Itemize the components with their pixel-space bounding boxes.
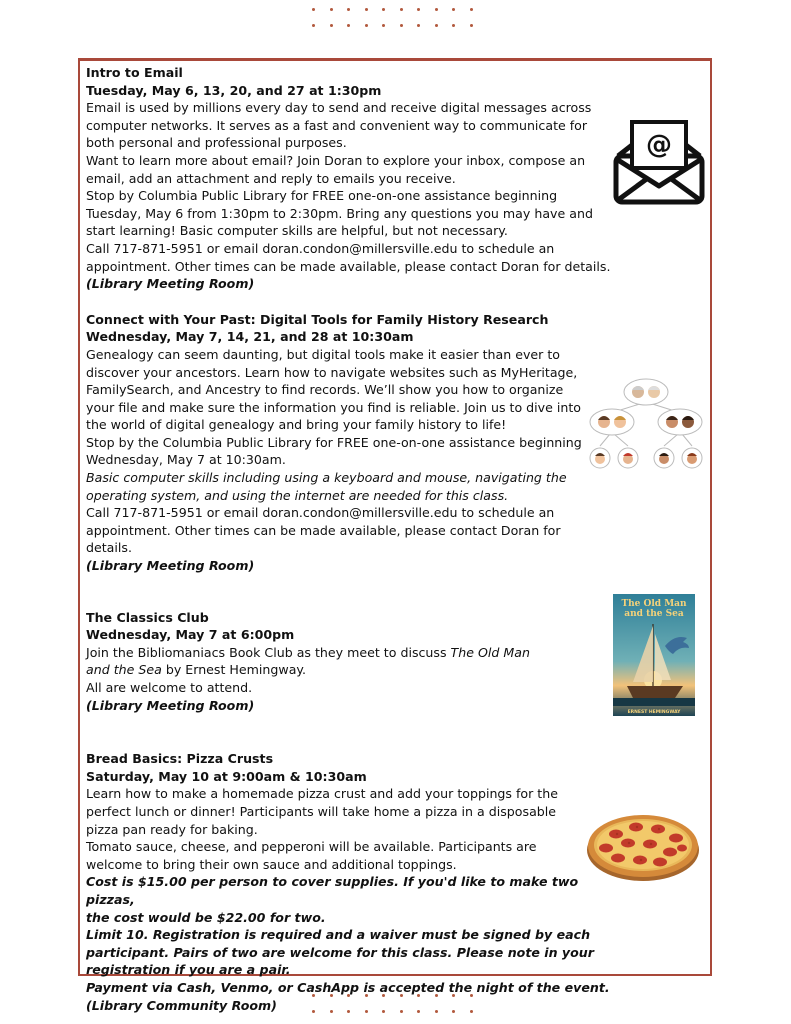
family-tree-icon bbox=[588, 378, 706, 472]
decorative-dot bbox=[452, 24, 455, 27]
svg-text:@: @ bbox=[646, 130, 672, 160]
decorative-dot bbox=[365, 24, 368, 27]
event-line: Learn how to make a homemade pizza crust and add your toppings for the bbox=[86, 786, 558, 802]
book-title-text: The Old Man bbox=[450, 644, 530, 660]
envelope-at-icon bbox=[612, 116, 706, 206]
book-title-text: and the Sea bbox=[86, 662, 162, 678]
event-line: details. bbox=[86, 540, 132, 556]
decorative-dot bbox=[470, 24, 473, 27]
event-line: pizza pan ready for baking. bbox=[86, 821, 258, 837]
event-line: Tuesday, May 6 from 1:30pm to 2:30pm. Bring any questions you may have and bbox=[86, 205, 593, 221]
decorative-dot bbox=[400, 24, 403, 27]
book-cover-title: The Old Man bbox=[621, 599, 687, 609]
event-datetime: Wednesday, May 7 at 6:00pm bbox=[86, 627, 295, 643]
event-line: Tomato sauce, cheese, and pepperoni will be available. Participants are bbox=[86, 839, 537, 855]
decorative-dot bbox=[347, 24, 350, 27]
decorative-dot bbox=[347, 8, 350, 11]
event-line: Call 717-871-5951 or email doran.condon@millersville.edu to schedule an bbox=[86, 505, 555, 521]
event-requirements-line: Basic computer skills including using a keyboard and mouse, navigating the bbox=[86, 470, 567, 486]
decorative-dot bbox=[330, 24, 333, 27]
event-line: welcome to bring their own sauce and additional toppings. bbox=[86, 856, 457, 872]
event-title: The Classics Club bbox=[86, 609, 209, 625]
event-note: the cost would be $22.00 for two. bbox=[86, 909, 326, 925]
event-note: participant. Pairs of two are welcome for this class. Please note in your bbox=[86, 944, 594, 960]
event-note: registration if you are a pair. bbox=[86, 962, 291, 978]
event-line: FamilySearch, and Ancestry to find records. We’ll show you how to organize bbox=[86, 382, 564, 398]
decorative-dot bbox=[312, 24, 315, 27]
event-line: Want to learn more about email? Join Doran to explore your inbox, compose an bbox=[86, 152, 586, 168]
book-cover-title: and the Sea bbox=[624, 609, 684, 619]
decorative-dot bbox=[470, 8, 473, 11]
event-line bbox=[86, 644, 616, 662]
event-line: Wednesday, May 7 at 10:30am. bbox=[86, 452, 286, 468]
event-line: the world of digital genealogy and bring your family history to life! bbox=[86, 417, 507, 433]
decorative-dot bbox=[417, 8, 420, 11]
event-pizza-crusts bbox=[86, 750, 616, 1014]
event-line bbox=[86, 661, 616, 679]
event-line: perfect lunch or dinner! Participants will take home a pizza in a disposable bbox=[86, 803, 557, 819]
event-title: Connect with Your Past: Digital Tools for Family History Research bbox=[86, 311, 549, 327]
decorative-dot bbox=[382, 8, 385, 11]
book-cover-author: ERNEST HEMINGWAY bbox=[627, 710, 681, 715]
decorative-dot bbox=[382, 24, 385, 27]
event-datetime: Saturday, May 10 at 9:00am & 10:30am bbox=[86, 768, 367, 784]
decorative-dot bbox=[365, 8, 368, 11]
event-line: discover your ancestors. Learn how to navigate websites such as MyHeritage, bbox=[86, 364, 578, 380]
event-intro-to-email bbox=[86, 64, 616, 293]
event-classics-club bbox=[86, 609, 616, 715]
event-line: Call 717-871-5951 or email doran.condon@millersville.edu to schedule an bbox=[86, 240, 555, 256]
decorative-dot bbox=[435, 24, 438, 27]
decorative-dot bbox=[330, 8, 333, 11]
event-title: Bread Basics: Pizza Crusts bbox=[86, 751, 274, 767]
event-line: appointment. Other times can be made available, please contact Doran for details. bbox=[86, 258, 611, 274]
event-note: Limit 10. Registration is required and a waiver must be signed by each bbox=[86, 927, 591, 943]
event-list bbox=[86, 64, 616, 1014]
event-line: Stop by the Columbia Public Library for FREE one-on-one assistance beginning bbox=[86, 434, 582, 450]
event-line: appointment. Other times can be made available, please contact Doran for bbox=[86, 522, 561, 538]
event-location: (Library Meeting Room) bbox=[86, 558, 255, 574]
decorative-dot bbox=[452, 8, 455, 11]
event-line: Genealogy can seem daunting, but digital tools make it easier than ever to bbox=[86, 346, 560, 362]
event-family-history bbox=[86, 311, 616, 575]
pizza-image bbox=[586, 810, 700, 882]
decorative-dot bbox=[400, 8, 403, 11]
book-cover-image bbox=[613, 594, 695, 716]
event-line: Email is used by millions every day to send and receive digital messages across bbox=[86, 100, 592, 116]
event-location: (Library Meeting Room) bbox=[86, 276, 255, 292]
event-location: (Library Meeting Room) bbox=[86, 697, 255, 713]
decorative-dot bbox=[435, 8, 438, 11]
event-line: both personal and professional purposes. bbox=[86, 135, 347, 151]
event-note: Cost is $15.00 per person to cover supplies. If you'd like to make two pizzas, bbox=[86, 874, 579, 907]
event-text: by Ernest Hemingway. bbox=[161, 662, 307, 678]
event-line: start learning! Basic computer skills are helpful, but not necessary. bbox=[86, 223, 508, 239]
event-line: your file and make sure the information you find is reliable. Join us to dive into bbox=[86, 399, 581, 415]
event-text: Join the Bibliomaniacs Book Club as they meet to discuss bbox=[86, 644, 451, 660]
event-line: computer networks. It serves as a fast and convenient way to communicate for bbox=[86, 117, 588, 133]
event-line: email, add an attachment and reply to emails you receive. bbox=[86, 170, 456, 186]
event-title: Intro to Email bbox=[86, 65, 183, 80]
event-requirements-line: operating system, and using the internet are needed for this class. bbox=[86, 487, 509, 503]
decorative-dot bbox=[417, 24, 420, 27]
event-location: (Library Community Room) bbox=[86, 997, 277, 1013]
event-note: Payment via Cash, Venmo, or CashApp is accepted the night of the event. bbox=[86, 979, 610, 995]
decorative-dot bbox=[312, 8, 315, 11]
event-datetime: Wednesday, May 7, 14, 21, and 28 at 10:30am bbox=[86, 329, 414, 345]
event-datetime: Tuesday, May 6, 13, 20, and 27 at 1:30pm bbox=[86, 82, 382, 98]
event-line: All are welcome to attend. bbox=[86, 680, 253, 695]
top-dot-divider bbox=[312, 8, 482, 30]
event-line: Stop by Columbia Public Library for FREE one-on-one assistance beginning bbox=[86, 188, 558, 204]
